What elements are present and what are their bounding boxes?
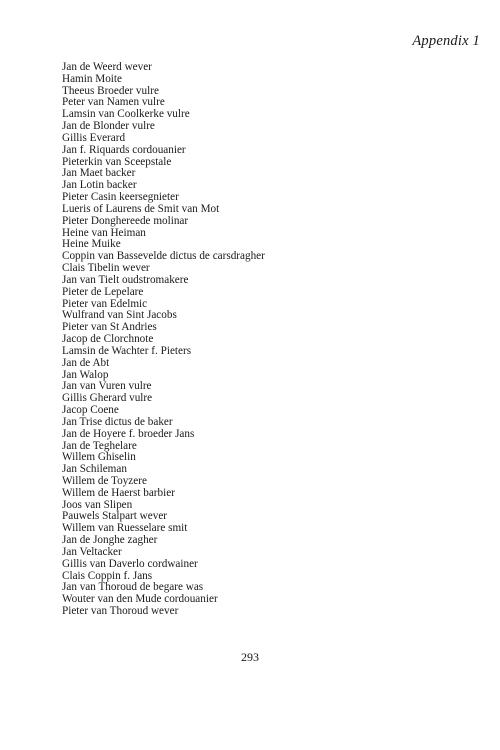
- name-list: [62, 62, 265, 618]
- list-item: Jacop Coene: [62, 404, 119, 417]
- list-item: Willem de Toyzere: [62, 474, 147, 487]
- list-item: Pieterkin van Sceepstale: [62, 155, 172, 168]
- list-item: Wulfrand van Sint Jacobs: [62, 309, 177, 322]
- list-item: Clais Tibelin wever: [62, 262, 150, 275]
- list-item: Jan Maet backer: [62, 167, 136, 180]
- list-item: Lueris of Laurens de Smit van Mot: [62, 202, 220, 215]
- list-item: Willem de Haerst barbier: [62, 486, 175, 499]
- list-item: Lamsin de Wachter f. Pieters: [62, 344, 192, 357]
- list-item: Jan Walop: [62, 368, 109, 381]
- list-item: Pieter van St Andries: [62, 321, 157, 334]
- list-item: Heine Muike: [62, 238, 121, 251]
- list-item: Jan van Vuren vulre: [62, 380, 152, 393]
- list-item: Pieter Donghereede molinar: [62, 214, 189, 227]
- list-item: Joos van Slipen: [62, 498, 133, 511]
- list-item: Gillis Gherard vulre: [62, 392, 153, 405]
- list-item: Jan de Teghelare: [62, 439, 137, 452]
- list-item: Heine van Heiman: [62, 226, 146, 239]
- list-item: Pieter van Thoroud wever: [62, 605, 179, 618]
- list-item: Jan Veltacker: [62, 545, 122, 558]
- list-item: Jan de Jonghe zagher: [62, 534, 158, 547]
- list-item: Clais Coppin f. Jans: [62, 569, 153, 582]
- list-item: Jan Lotin backer: [62, 179, 137, 192]
- list-item: Jan Schileman: [62, 463, 127, 476]
- list-item: Pieter de Lepelare: [62, 285, 144, 298]
- list-item: Lamsin van Coolkerke vulre: [62, 108, 190, 121]
- list-item: Jan de Abt: [62, 356, 110, 369]
- running-head: Appendix 1: [412, 33, 480, 49]
- list-item: Wouter van den Mude cordouanier: [62, 593, 218, 606]
- list-item: Gillis van Daverlo cordwainer: [62, 557, 198, 570]
- list-item: Pieter Casin keersegnieter: [62, 191, 179, 204]
- list-item: Jacop de Clorchnote: [62, 333, 154, 346]
- list-item: Peter van Namen vulre: [62, 96, 165, 109]
- page-number: 293: [241, 650, 259, 664]
- list-item: Coppin van Bassevelde dictus de carsdragher: [62, 250, 265, 263]
- list-item: Jan Trise dictus de baker: [62, 415, 173, 428]
- list-item: Hamin Moite: [62, 72, 122, 85]
- list-item: Jan van Tielt oudstromakere: [62, 273, 189, 286]
- list-item: Jan f. Riquards cordouanier: [62, 143, 186, 156]
- list-item: Jan van Thoroud de begare was: [62, 581, 204, 594]
- list-item: Willem van Ruesselare smit: [62, 522, 188, 535]
- list-item: Jan de Blonder vulre: [62, 120, 155, 133]
- list-item: Jan de Weerd wever: [62, 61, 152, 73]
- list-item: Jan de Hoyere f. broeder Jans: [62, 427, 195, 440]
- list-item: Gillis Everard: [62, 131, 126, 144]
- list-item: Theeus Broeder vulre: [62, 84, 159, 97]
- list-item: Pieter van Edelmic: [62, 297, 148, 310]
- list-item: Willem Ghiselin: [62, 451, 136, 464]
- list-item: Pauwels Stalpart wever: [62, 510, 168, 523]
